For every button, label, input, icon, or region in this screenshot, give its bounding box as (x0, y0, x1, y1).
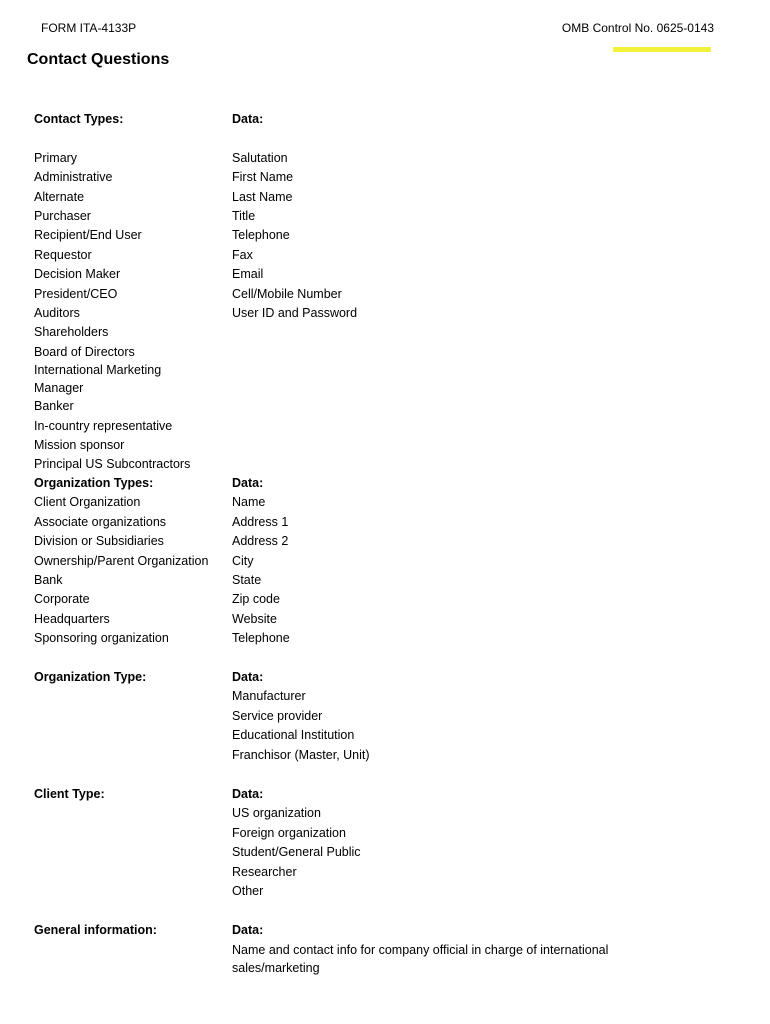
org-types-data-column (232, 474, 652, 649)
contact-type-item: Administrative (34, 170, 113, 185)
general-info-label: General information: (34, 923, 157, 937)
org-type-item: Division or Subsidiaries (34, 534, 164, 549)
client-type-label: Client Type: (34, 787, 105, 801)
org-data-item: Website (232, 611, 277, 626)
org-type-data-label: Data: (232, 670, 264, 684)
org-data-item: Zip code (232, 592, 280, 607)
contact-data-item: First Name (232, 170, 294, 185)
org-type-item: Headquarters (34, 611, 110, 626)
omb-control-number: OMB Control No. 0625-0143 (561, 21, 714, 35)
org-type-data-item: Service provider (232, 708, 323, 723)
client-type-data-item: Researcher (232, 864, 297, 879)
contact-type-item: Decision Maker (34, 267, 121, 282)
contact-type-item: Shareholders (34, 325, 109, 340)
org-type-data-item: Franchisor (Master, Unit) (232, 747, 370, 762)
org-type-data-item: Manufacturer (232, 689, 306, 704)
contact-data-item: User ID and Password (232, 306, 358, 321)
org-data-item: State (232, 573, 262, 588)
org-data-item: Address 1 (232, 514, 289, 529)
contact-type-item: Primary (34, 150, 78, 165)
contact-types-label: Contact Types: (34, 112, 124, 126)
org-data-item: Telephone (232, 631, 290, 646)
contact-type-item: In-country representative (34, 418, 173, 433)
org-type-item: Associate organizations (34, 514, 167, 529)
org-types-data-label: Data: (232, 476, 264, 490)
client-type-data-item: Student/General Public (232, 845, 361, 860)
general-info-column (34, 921, 219, 940)
org-type-data-column (232, 668, 652, 765)
org-type-item: Client Organization (34, 495, 141, 510)
contact-data-item: Fax (232, 247, 253, 262)
contact-type-item: International Marketing Manager (34, 363, 162, 395)
page-title: Contact Questions (27, 51, 170, 68)
contact-data-item: Last Name (232, 189, 293, 204)
client-type-column (34, 785, 219, 804)
org-type-item: Corporate (34, 592, 90, 607)
org-types-column (34, 474, 219, 649)
client-type-data-item: Foreign organization (232, 825, 346, 840)
org-type-item: Ownership/Parent Organization (34, 553, 209, 568)
org-type-data-item: Educational Institution (232, 728, 355, 743)
general-info-data-label: Data: (232, 923, 264, 937)
org-type-label: Organization Type: (34, 670, 147, 684)
contact-type-item: Requestor (34, 247, 92, 262)
contact-type-item: President/CEO (34, 286, 118, 301)
contact-data-item: Cell/Mobile Number (232, 286, 342, 301)
contact-type-item: Principal US Subcontractors (34, 457, 191, 472)
contact-type-item: Mission sponsor (34, 438, 125, 453)
general-info-data-column (232, 921, 652, 977)
org-type-item: Sponsoring organization (34, 631, 169, 646)
contact-data-label: Data: (232, 112, 264, 126)
contact-data-item: Title (232, 209, 256, 224)
org-type-column (34, 668, 219, 687)
contact-data-item: Email (232, 267, 264, 282)
form-id: FORM ITA-4133P (41, 21, 137, 35)
contact-type-item: Alternate (34, 189, 85, 204)
contact-type-item: Board of Directors (34, 344, 135, 359)
client-type-data-column (232, 785, 652, 901)
client-type-data-label: Data: (232, 787, 264, 801)
org-data-item: Name (232, 495, 266, 510)
contact-types-column (34, 110, 219, 475)
contact-data-item: Salutation (232, 150, 288, 165)
client-type-data-item: Other (232, 884, 264, 899)
highlight-mark (613, 47, 711, 52)
contact-type-item: Purchaser (34, 209, 91, 224)
client-type-data-item: US organization (232, 806, 321, 821)
contact-data-item: Telephone (232, 228, 290, 243)
contact-data-column (232, 110, 652, 323)
general-info-data-item: Name and contact info for company official in charge of international sales/marketing (232, 943, 609, 975)
org-types-label: Organization Types: (34, 476, 154, 490)
contact-type-item: Auditors (34, 306, 80, 321)
contact-type-item: Banker (34, 399, 74, 414)
org-type-item: Bank (34, 573, 63, 588)
org-data-item: Address 2 (232, 534, 289, 549)
contact-type-item: Recipient/End User (34, 228, 142, 243)
org-data-item: City (232, 553, 254, 568)
